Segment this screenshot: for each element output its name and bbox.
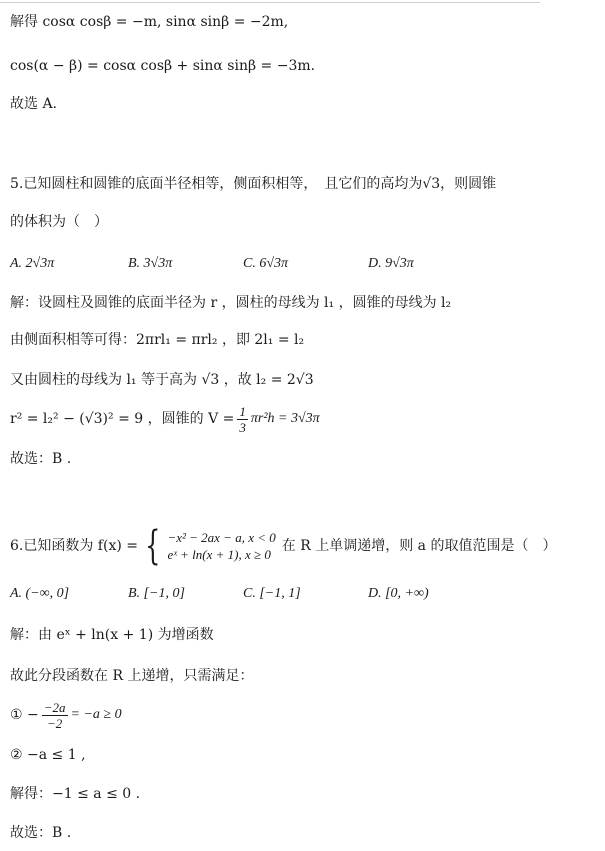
- fraction-neg2a-over-neg2: [42, 700, 68, 731]
- q5-option-d: D. 9√3π: [368, 256, 414, 271]
- q6-solution-line: 解得：−1 ≤ a ≤ 0 .: [10, 786, 141, 802]
- q6-stem-suffix: 在 R 上单调递增，则 a 的取值范围是（ ）: [281, 538, 557, 554]
- fraction-one-third: [237, 404, 248, 435]
- q5-solution-line: 由侧面积相等可得：2πrl₁ = πrl₂ ，即 2l₁ = l₂: [10, 332, 305, 348]
- piecewise-cases: [167, 529, 275, 563]
- q5-volume-suffix: πr²h = 3√3π: [250, 411, 320, 426]
- q6-option-b: B. [−1, 0]: [128, 586, 185, 601]
- q6-answer: 故选：B .: [10, 825, 72, 841]
- solution-line: 解得 cosα cosβ = −m, sinα sinβ = −2m,: [10, 14, 289, 30]
- q6-function-prefix: 6.已知函数为 f(x) =: [10, 538, 138, 554]
- q5-answer: 故选：B .: [10, 451, 72, 467]
- question-5-stem-cont: 的体积为（ ）: [10, 214, 108, 230]
- q5-volume-prefix: r² = l₂² − (√3)² = 9 ，圆锥的 V =: [10, 411, 235, 427]
- page-top-rule: [0, 2, 540, 3]
- q6-option-c: C. [−1, 1]: [243, 586, 301, 601]
- condition-1-prefix: ① −: [10, 707, 39, 723]
- piecewise-case-2: eˣ + ln(x + 1), x ≥ 0: [167, 547, 271, 562]
- question-6-stem: [10, 523, 557, 569]
- q6-solution-line: 故此分段函数在 R 上递增，只需满足：: [10, 668, 254, 684]
- q5-solution-line: 解：设圆柱及圆锥的底面半径为 r ，圆柱的母线为 l₁ ，圆锥的母线为 l₂: [10, 295, 452, 311]
- fraction-numerator: 1: [239, 403, 246, 419]
- question-5-stem: 5.已知圆柱和圆锥的底面半径相等，侧面积相等， 且它们的高均为√3，则圆锥: [10, 176, 497, 192]
- q6-condition-1: [10, 697, 122, 733]
- fraction-denominator: 3: [239, 419, 246, 435]
- condition-1-suffix: = −a ≥ 0: [70, 707, 122, 722]
- piecewise-case-1: −x² − 2ax − a, x < 0: [167, 530, 276, 545]
- solution-line: cos(α − β) = cosα cosβ + sinα sinβ = −3m.: [10, 58, 316, 74]
- q5-option-a: A. 2√3π: [10, 256, 55, 271]
- fraction-denominator: −2: [46, 715, 63, 731]
- answer-line: 故选 A.: [10, 96, 58, 112]
- q6-option-d: D. [0, +∞): [368, 586, 429, 601]
- fraction-numerator: −2a: [43, 699, 66, 715]
- q6-solution-line: 解：由 eˣ + ln(x + 1) 为增函数: [10, 627, 214, 643]
- q5-option-c: C. 6√3π: [243, 256, 289, 271]
- q6-condition-2: ② −a ≤ 1 ,: [10, 747, 86, 763]
- q6-option-a: A. (−∞, 0]: [10, 586, 70, 601]
- q5-solution-line: [10, 402, 320, 436]
- q5-option-b: B. 3√3π: [128, 256, 173, 271]
- q5-solution-line: 又由圆柱的母线为 l₁ 等于高为 √3 ，故 l₂ = 2√3: [10, 372, 314, 388]
- left-brace-icon: {: [145, 523, 161, 569]
